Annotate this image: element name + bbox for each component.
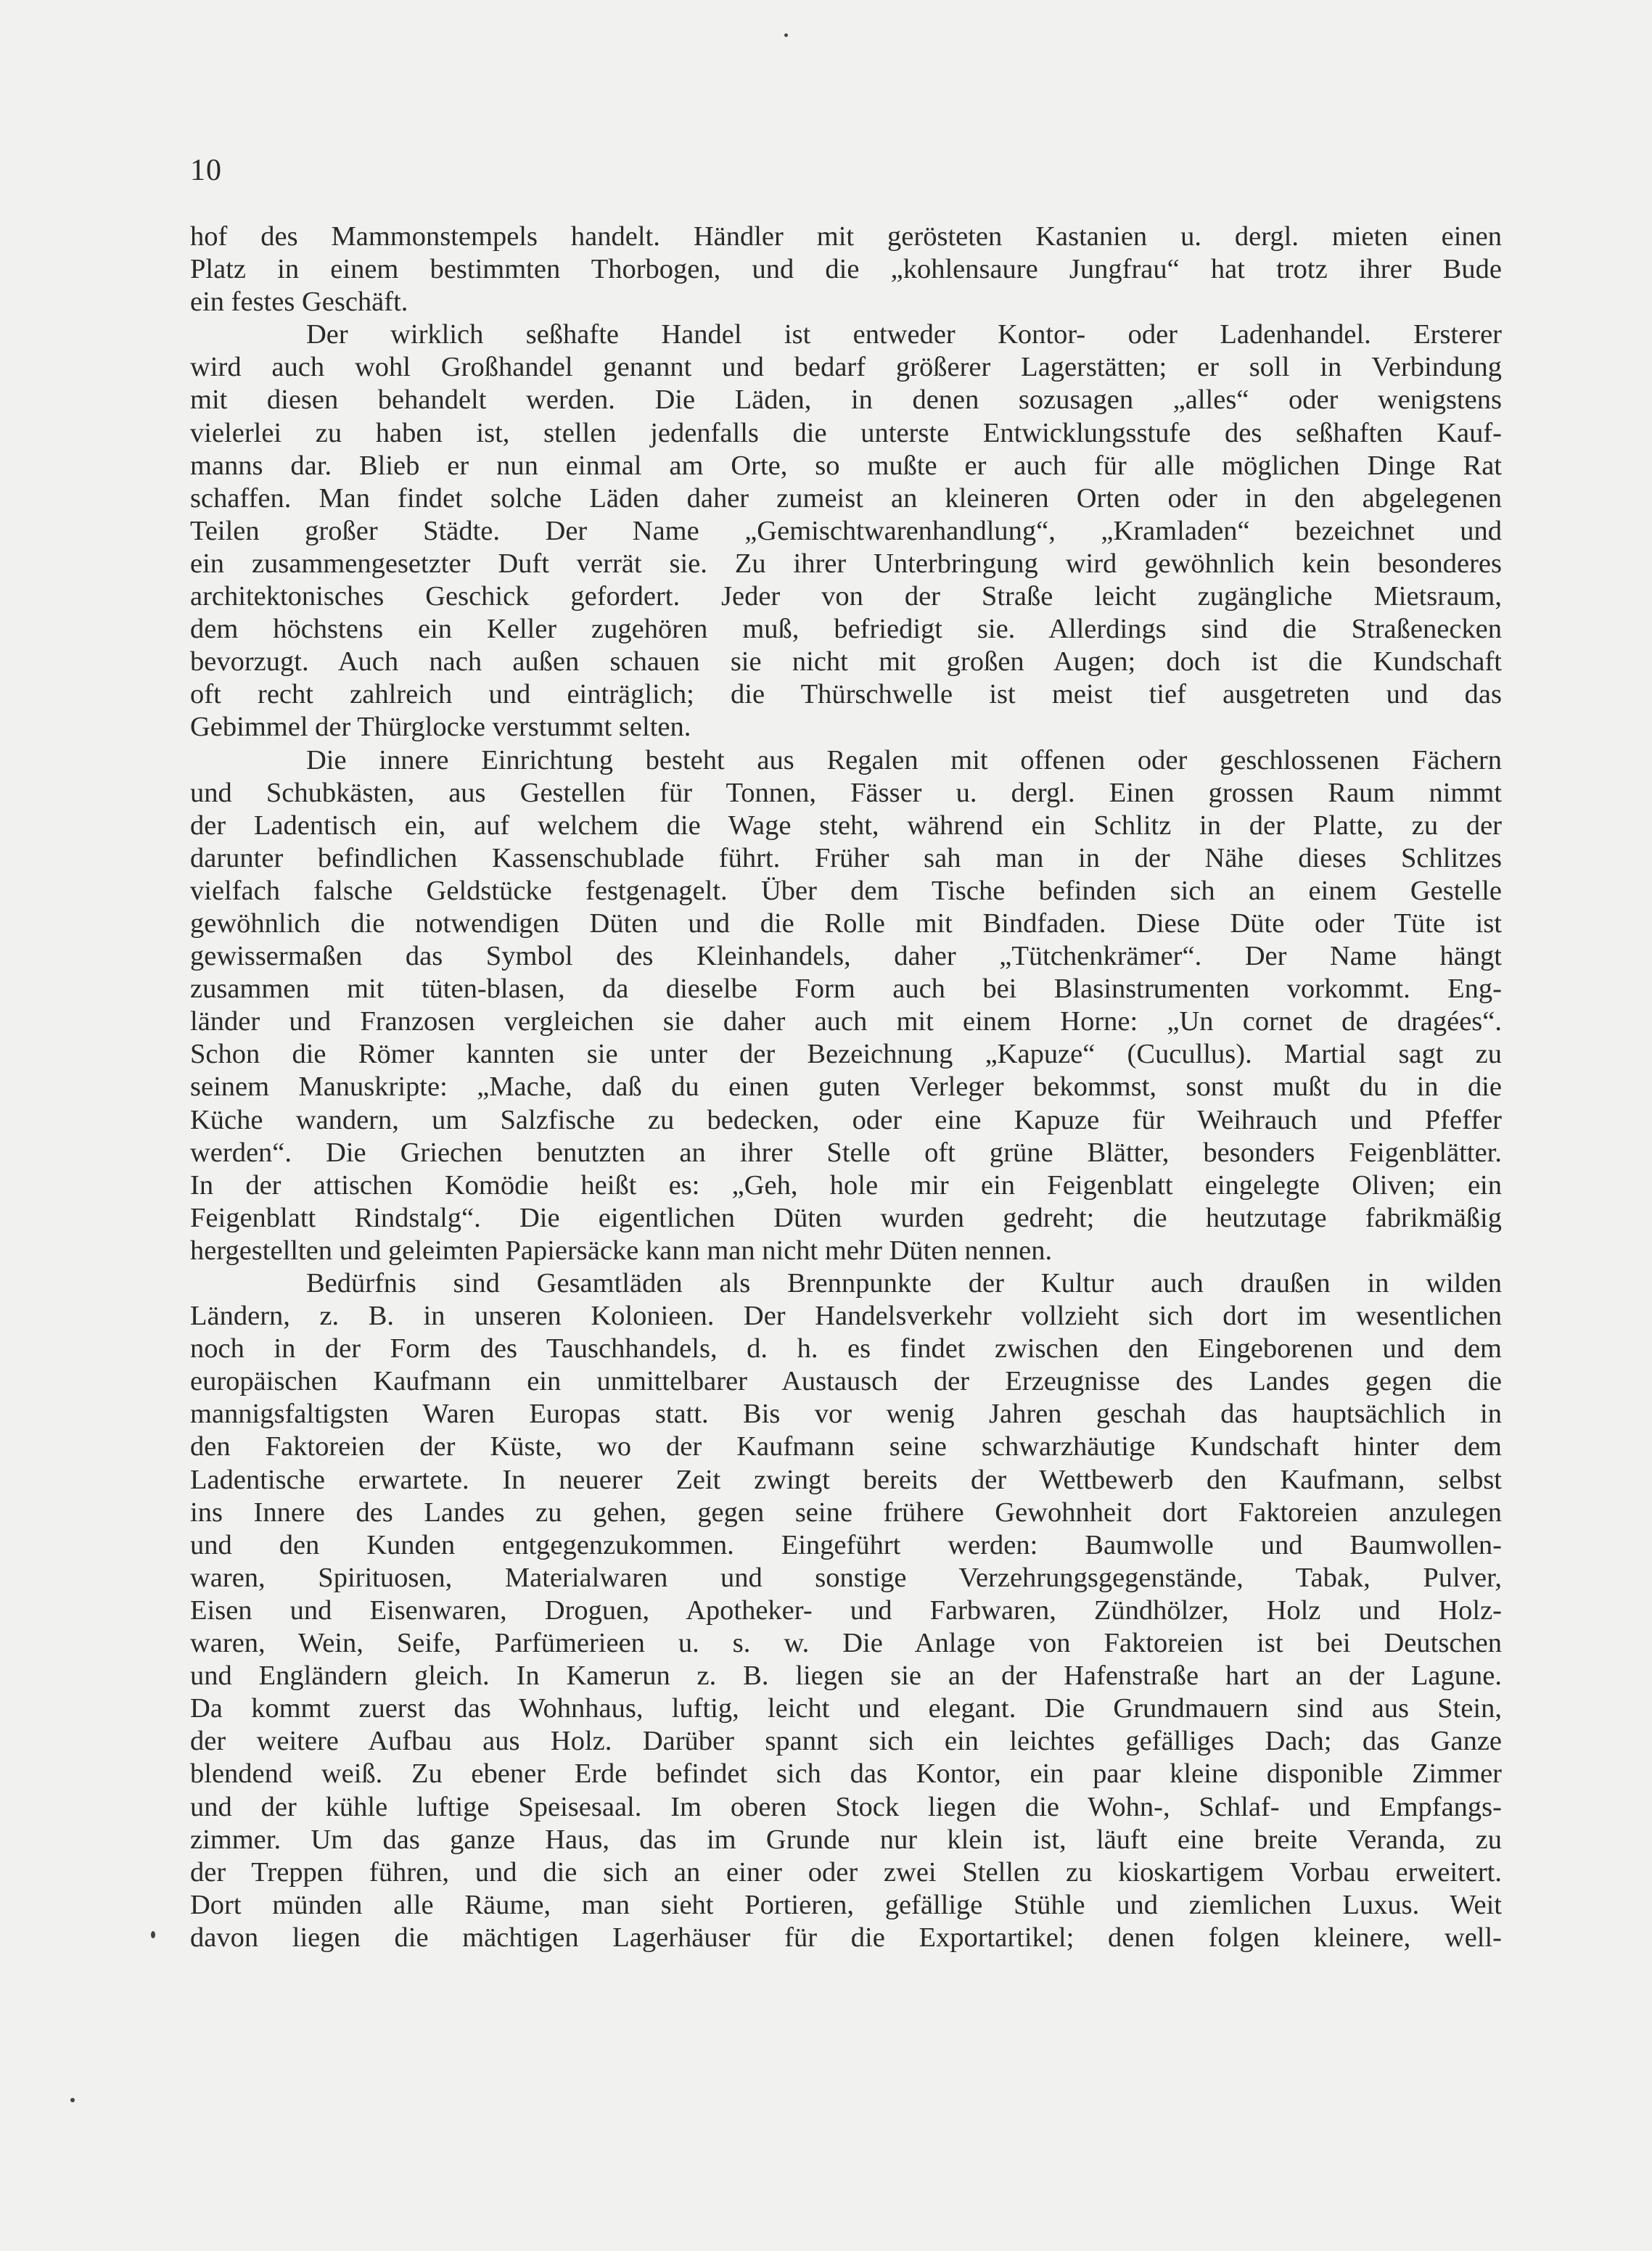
text-line: oft recht zahlreich und einträglich; die Thürschwelle ist meist tief ausgetreten und das bbox=[190, 679, 1502, 710]
text-line: Bedürfnis sind Gesamtläden als Brennpunkte der Kultur auch draußen in wilden bbox=[306, 1268, 1502, 1299]
text-line: ein zusammengesetzter Duft verrät sie. Zu ihrer Unterbringung wird gewöhnlich kein besonderes bbox=[190, 548, 1502, 579]
page-number: 10 bbox=[190, 154, 222, 187]
scan-speck bbox=[151, 1931, 155, 1938]
text-line: Küche wandern, um Salzfische zu bedecken, oder eine Kapuze für Weihrauch und Pfeffer bbox=[190, 1104, 1502, 1135]
text-line: Teilen großer Städte. Der Name „Gemischtwarenhandlung“, „Kramladen“ bezeichnet und bbox=[190, 515, 1502, 546]
text-line: seinem Manuskripte: „Mache, daß du einen guten Verleger bekommst, sonst mußt du in die bbox=[190, 1071, 1502, 1103]
text-line: manns dar. Blieb er nun einmal am Orte, so mußte er auch für alle möglichen Dinge Rat bbox=[190, 450, 1502, 481]
text-line: und den Kunden entgegenzukommen. Eingeführt werden: Baumwolle und Baumwollen- bbox=[190, 1529, 1502, 1560]
text-line: waren, Wein, Seife, Parfümerieen u. s. w. Die Anlage von Faktoreien ist bei Deutschen bbox=[190, 1628, 1502, 1659]
text-line: architektonisches Geschick gefordert. Jeder von der Straße leicht zugängliche Mietsraum, bbox=[190, 581, 1502, 612]
text-line: hof des Mammonstempels handelt. Händler mit gerösteten Kastanien u. dergl. mieten einen bbox=[190, 221, 1502, 252]
text-line: noch in der Form des Tauschhandels, d. h. es findet zwischen den Eingeborenen und dem bbox=[190, 1333, 1502, 1365]
text-line: In der attischen Komödie heißt es: „Geh, hole mir ein Feigenblatt eingelegte Oliven; ein bbox=[190, 1169, 1502, 1201]
text-line: länder und Franzosen vergleichen sie daher auch mit einem Horne: „Un cornet de dragées“. bbox=[190, 1006, 1502, 1037]
text-line: der Ladentisch ein, auf welchem die Wage steht, während ein Schlitz in der Platte, zu der bbox=[190, 810, 1502, 841]
body-text bbox=[190, 221, 1502, 1954]
text-line: europäischen Kaufmann ein unmittelbarer Austausch der Erzeugnisse des Landes gegen die bbox=[190, 1366, 1502, 1397]
scan-speck bbox=[784, 33, 788, 37]
text-line: Der wirklich seßhafte Handel ist entweder Kontor- oder Ladenhandel. Ersterer bbox=[306, 319, 1502, 350]
text-line: Feigenblatt Rindstalg“. Die eigentlichen Düten wurden gedreht; die heutzutage fabrikmäßig bbox=[190, 1202, 1502, 1233]
text-line: hergestellten und geleimten Papiersäcke kann man nicht mehr Düten nennen. bbox=[190, 1235, 1053, 1266]
text-line: wird auch wohl Großhandel genannt und bedarf größerer Lagerstätten; er soll in Verbindung bbox=[190, 352, 1502, 383]
text-line: Ladentische erwartete. In neuerer Zeit zwingt bereits der Wettbewerb den Kaufmann, selbst bbox=[190, 1464, 1502, 1495]
text-line: blendend weiß. Zu ebener Erde befindet sich das Kontor, ein paar kleine disponible Zimmer bbox=[190, 1758, 1502, 1790]
text-line: zimmer. Um das ganze Haus, das im Grunde nur klein ist, läuft eine breite Veranda, zu bbox=[190, 1824, 1502, 1855]
text-line: Platz in einem bestimmten Thorbogen, und die „kohlensaure Jungfrau“ hat trotz ihrer Bude bbox=[190, 254, 1502, 285]
text-line: werden“. Die Griechen benutzten an ihrer Stelle oft grüne Blätter, besonders Feigenblätter. bbox=[190, 1137, 1502, 1168]
text-line: darunter befindlichen Kassenschublade führt. Früher sah man in der Nähe dieses Schlitzes bbox=[190, 842, 1502, 873]
text-line: Ländern, z. B. in unseren Kolonieen. Der Handelsverkehr vollzieht sich dort im wesentlichen bbox=[190, 1301, 1502, 1332]
text-line: und der kühle luftige Speisesaal. Im oberen Stock liegen die Wohn-, Schlaf- und Empfangs- bbox=[190, 1791, 1502, 1822]
text-line: mit diesen behandelt werden. Die Läden, in denen sozusagen „alles“ oder wenigstens bbox=[190, 384, 1502, 416]
text-line: und Schubkästen, aus Gestellen für Tonnen, Fässer u. dergl. Einen grossen Raum nimmt bbox=[190, 777, 1502, 808]
text-line: waren, Spirituosen, Materialwaren und sonstige Verzehrungsgegenstände, Tabak, Pulver, bbox=[190, 1562, 1502, 1593]
text-line: Gebimmel der Thürglocke verstummt selten. bbox=[190, 712, 691, 743]
text-line: ein festes Geschäft. bbox=[190, 287, 408, 318]
text-line: ins Innere des Landes zu gehen, gegen seine frühere Gewohnheit dort Faktoreien anzulegen bbox=[190, 1497, 1502, 1528]
text-line: Die innere Einrichtung besteht aus Regalen mit offenen oder geschlossenen Fächern bbox=[306, 744, 1502, 775]
text-line: gewöhnlich die notwendigen Düten und die Rolle mit Bindfaden. Diese Düte oder Tüte ist bbox=[190, 908, 1502, 939]
text-line: vielfach falsche Geldstücke festgenagelt. Über dem Tische befinden sich an einem Gestelle bbox=[190, 875, 1502, 906]
scan-speck bbox=[70, 2098, 75, 2102]
text-line: vielerlei zu haben ist, stellen jedenfalls die unterste Entwicklungsstufe des seßhaften Kauf- bbox=[190, 417, 1502, 448]
text-line: Eisen und Eisenwaren, Droguen, Apotheker- und Farbwaren, Zündhölzer, Holz und Holz- bbox=[190, 1594, 1502, 1626]
text-line: zusammen mit tüten-blasen, da dieselbe Form auch bei Blasinstrumenten vorkommt. Eng- bbox=[190, 974, 1502, 1005]
text-line: davon liegen die mächtigen Lagerhäuser für die Exportartikel; denen folgen kleinere, well- bbox=[190, 1922, 1502, 1953]
text-line: bevorzugt. Auch nach außen schauen sie nicht mit großen Augen; doch ist die Kundschaft bbox=[190, 646, 1502, 678]
text-line: der Treppen führen, und die sich an einer oder zwei Stellen zu kioskartigem Vorbau erweitert. bbox=[190, 1856, 1502, 1888]
text-line: der weitere Aufbau aus Holz. Darüber spannt sich ein leichtes gefälliges Dach; das Ganze bbox=[190, 1726, 1502, 1757]
text-line: Schon die Römer kannten sie unter der Bezeichnung „Kapuze“ (Cucullus). Martial sagt zu bbox=[190, 1039, 1502, 1070]
text-line: gewissermaßen das Symbol des Kleinhandels, daher „Tütchenkrämer“. Der Name hängt bbox=[190, 941, 1502, 972]
text-line: schaffen. Man findet solche Läden daher zumeist an kleineren Orten oder in den abgelegenen bbox=[190, 482, 1502, 514]
text-line: und Engländern gleich. In Kamerun z. B. liegen sie an der Hafenstraße hart an der Lagune. bbox=[190, 1661, 1502, 1692]
text-line: Dort münden alle Räume, man sieht Portieren, gefällige Stühle und ziemlichen Luxus. Weit bbox=[190, 1889, 1502, 1920]
text-line: dem höchstens ein Keller zugehören muß, befriedigt sie. Allerdings sind die Straßenecken bbox=[190, 614, 1502, 645]
text-line: mannigsfaltigsten Waren Europas statt. Bis vor wenig Jahren geschah das hauptsächlich in bbox=[190, 1399, 1502, 1430]
text-line: Da kommt zuerst das Wohnhaus, luftig, leicht und elegant. Die Grundmauern sind aus Stein, bbox=[190, 1693, 1502, 1724]
text-line: den Faktoreien der Küste, wo der Kaufmann seine schwarzhäutige Kundschaft hinter dem bbox=[190, 1431, 1502, 1462]
